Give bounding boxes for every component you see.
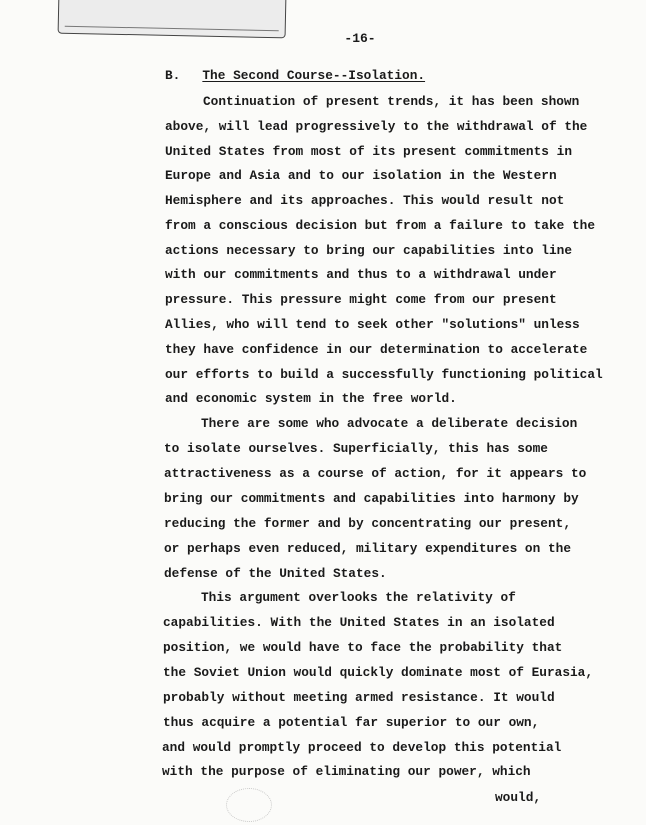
body-line: with our commitments and thus to a withdrawal under <box>165 267 557 282</box>
body-line: above, will lead progressively to the withdrawal of the <box>165 119 588 134</box>
continuation-word: would, <box>495 790 542 805</box>
body-line: our efforts to build a successfully functioning political <box>165 367 603 382</box>
body-line: and economic system in the free world. <box>165 391 457 406</box>
body-line: Hemisphere and its approaches. This would result not <box>165 193 565 208</box>
body-line: bring our commitments and capabilities into harmony by <box>164 491 579 506</box>
section-title: The Second Course--Isolation. <box>202 68 426 83</box>
body-line: Allies, who will tend to seek other "solutions" unless <box>165 317 580 332</box>
body-line: Continuation of present trends, it has been shown <box>203 94 580 109</box>
body-line: defense of the United States. <box>164 566 387 581</box>
body-line: This argument overlooks the relativity of <box>201 590 516 605</box>
body-line: Europe and Asia and to our isolation in the Western <box>165 168 557 183</box>
page-number: -16- <box>344 31 376 46</box>
body-line: capabilities. With the United States in an isolated <box>163 615 555 630</box>
faded-stamp <box>226 788 272 822</box>
body-line: attractiveness as a course of action, for it appears to <box>164 466 587 481</box>
body-line: reducing the former and by concentrating our present, <box>164 516 572 531</box>
body-line: probably without meeting armed resistance. It would <box>163 690 555 705</box>
body-line: with the purpose of eliminating our power, which <box>162 764 531 779</box>
body-line: United States from most of its present commitments in <box>165 144 573 159</box>
section-label: B. <box>165 68 181 83</box>
body-line: actions necessary to bring our capabilities into line <box>165 243 573 258</box>
body-line: position, we would have to face the probability that <box>163 640 563 655</box>
body-line: There are some who advocate a deliberate decision <box>201 416 578 431</box>
body-line: the Soviet Union would quickly dominate most of Eurasia, <box>163 665 594 680</box>
body-line: they have confidence in our determination to accelerate <box>165 342 588 357</box>
body-line: from a conscious decision but from a failure to take the <box>165 218 596 233</box>
body-line: thus acquire a potential far superior to our own, <box>163 715 540 730</box>
section-heading <box>165 68 425 83</box>
body-line: or perhaps even reduced, military expenditures on the <box>164 541 572 556</box>
body-line: and would promptly proceed to develop this potential <box>162 740 562 755</box>
body-line: pressure. This pressure might come from our present <box>165 292 557 307</box>
body-line: to isolate ourselves. Superficially, this has some <box>164 441 548 456</box>
